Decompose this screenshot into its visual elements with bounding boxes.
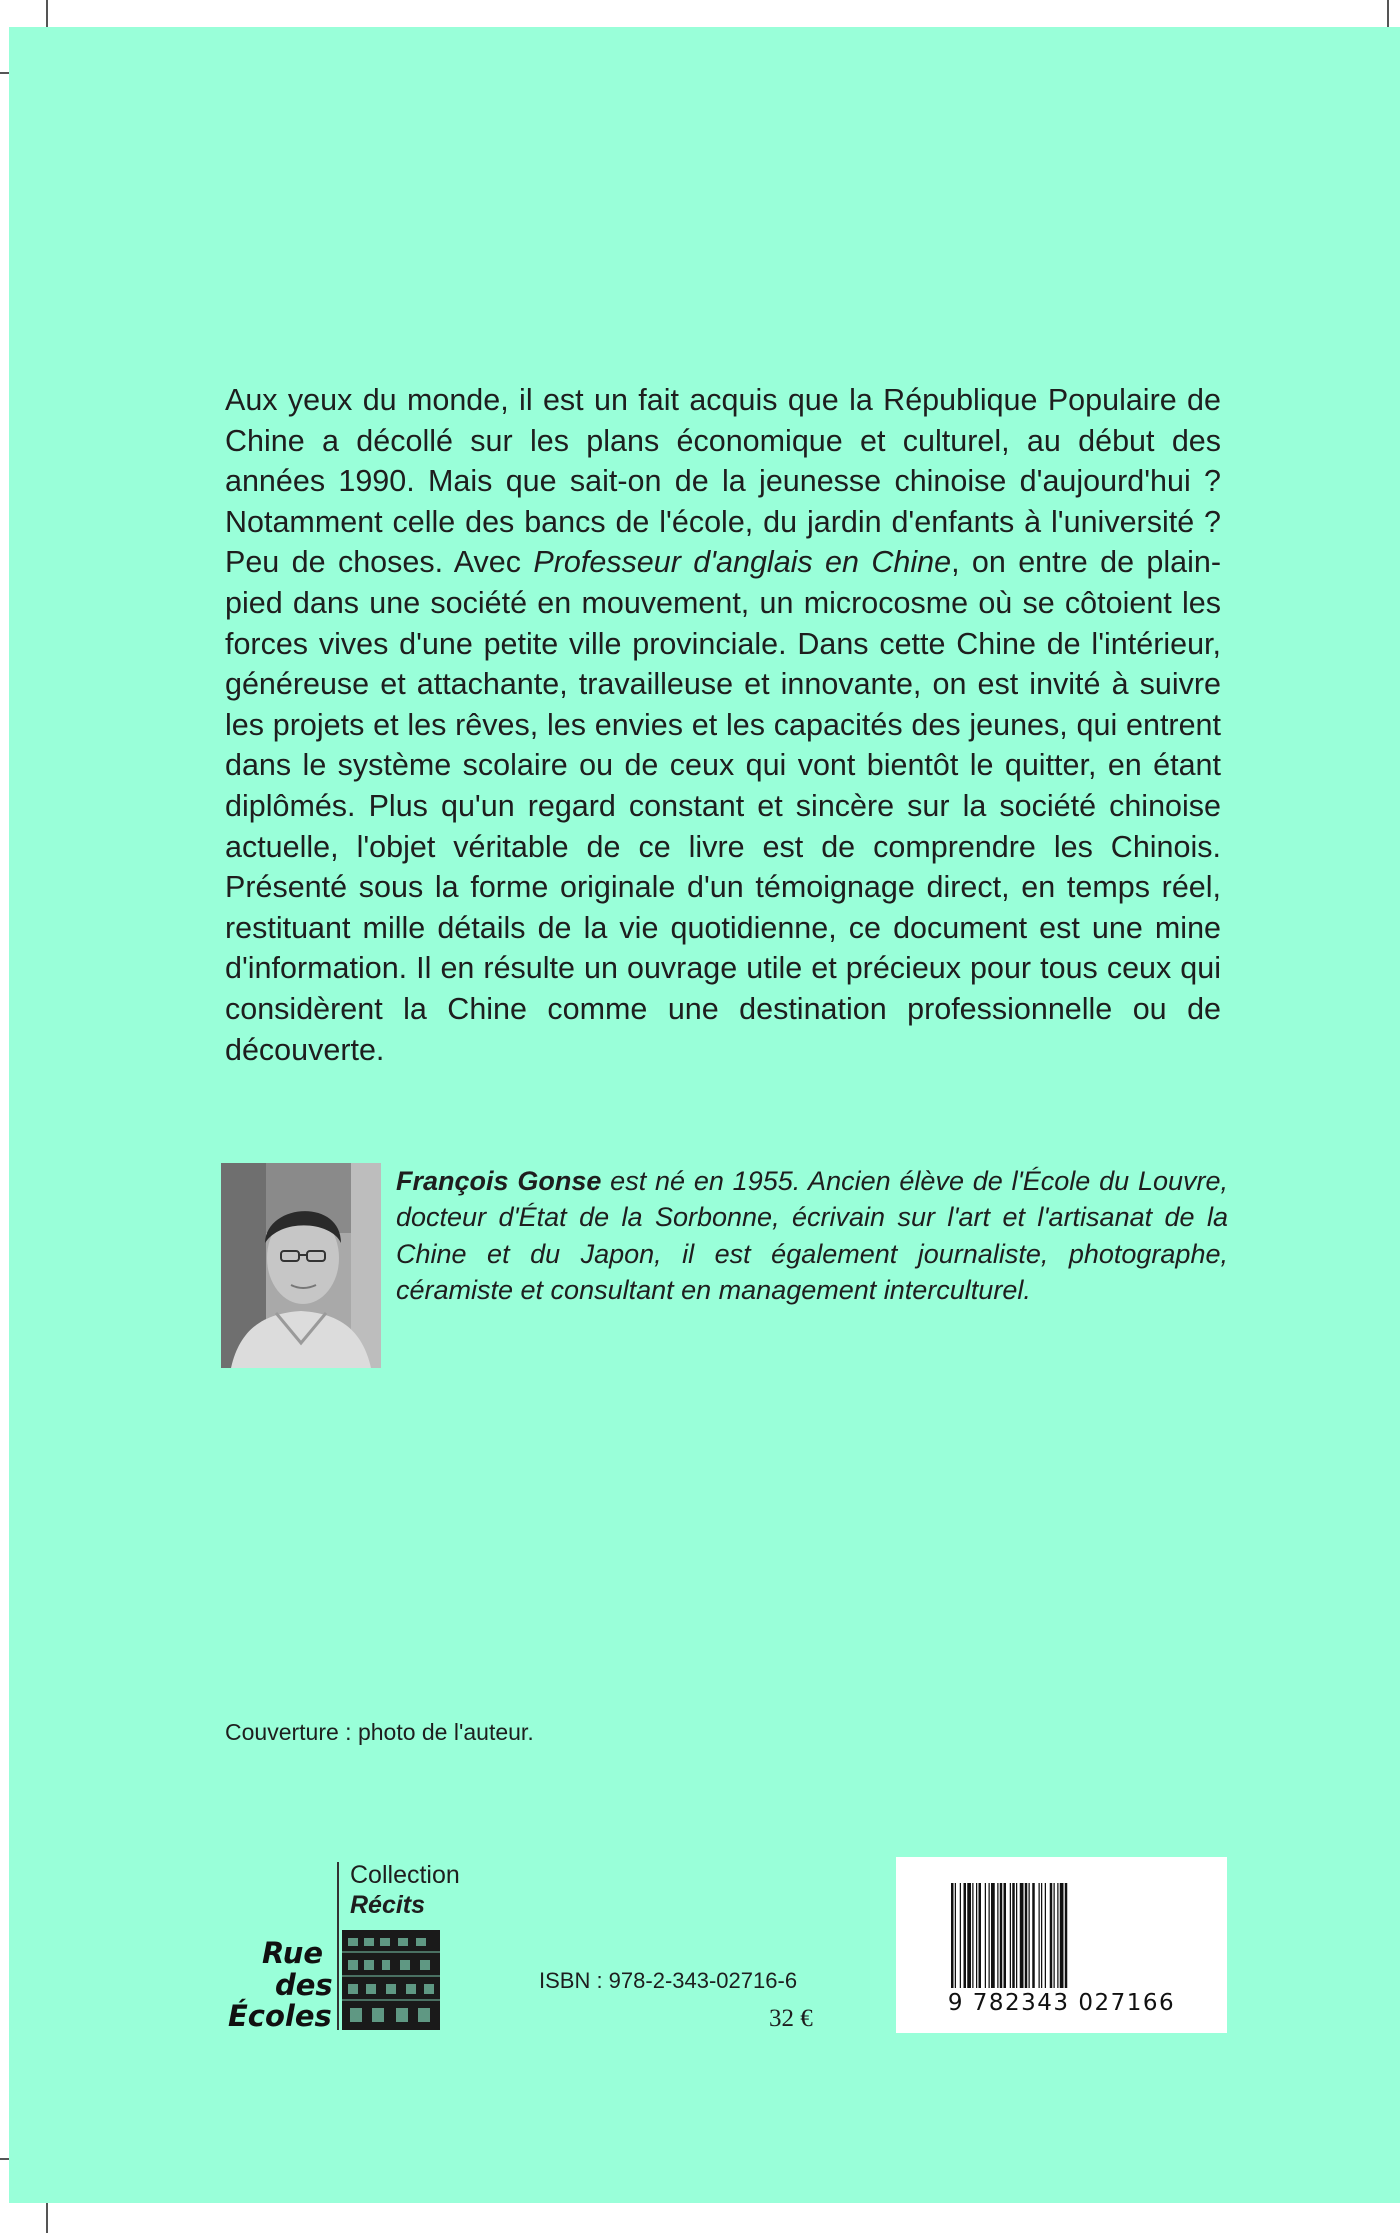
- barcode-bar: [951, 1883, 954, 1988]
- collection-label: Collection: [350, 1861, 460, 1889]
- barcode-bar: [967, 1883, 971, 1988]
- barcode-bar: [1025, 1883, 1028, 1988]
- barcode-bar: [979, 1883, 982, 1988]
- barcode-bar: [1020, 1883, 1024, 1988]
- cover-credit: Couverture : photo de l'auteur.: [225, 1719, 534, 1745]
- barcode-bar: [1041, 1883, 1042, 1988]
- barcode-bar: [1032, 1883, 1035, 1988]
- barcode-bar: [1054, 1883, 1055, 1988]
- author-bio-text: est né en 1955. Ancien élève de l'École du Louvre, docteur d'État de la Sorbonne, écrivain sur l'art et l'artisanat de la Chine et du Japon, il est également journaliste, photographe, céramiste et consultant en management interculturel.: [396, 1166, 1229, 1306]
- barcode-bar: [991, 1883, 995, 1988]
- barcode-bar: [1057, 1883, 1058, 1988]
- barcode-bar: [1045, 1883, 1046, 1988]
- blurb-text-1: Aux yeux du monde, il est un fait acquis que la République Populaire de Chine a décollé sur les plans économique et culturel, au début des années 1990. Mais que sait-on de la jeunesse chinoise d'aujourd'hui ? Notamment celle des bancs de l'école, du jardin d'enfants à l'université ? Peu de choses. Avec: [225, 383, 1221, 580]
- barcode-bar: [1050, 1883, 1053, 1988]
- barcode-bar: [985, 1883, 986, 1988]
- book-blurb: [225, 380, 1221, 1070]
- publisher-building-image: [342, 1930, 440, 2030]
- isbn: ISBN : 978-2-343-02716-6: [539, 1968, 798, 1993]
- blurb-text-2: , on entre de plain-pied dans une société en mouvement, un microcosme où se côtoient les forces vives d'une petite ville provinciale. Dans cette Chine de l'intérieur, généreuse et attachante, travailleuse et innovante, on est invité à suivre les projets et les rêves, les envies et les capacités des jeunes, qui entrent dans le système scolaire ou de ceux qui vont bientôt le quitter, en étant diplômés. Plus qu'un regard constant et sincère sur la société chinoise actuelle, l'objet véritable de ce livre est de comprendre les Chinois. Présenté sous la forme originale d'un témoignage direct, en temps réel, restituant mille détails de la vie quotidienne, ce document est une mine d'information. Il en résulte un ouvrage utile et précieux pour tous ceux qui considèrent la Chine comme une destination professionnelle ou de découverte.: [225, 545, 1222, 1067]
- logo-word-des: des: [275, 1968, 333, 2002]
- barcode-bar: [1004, 1883, 1007, 1988]
- book-title: Professeur d'anglais en Chine: [533, 545, 952, 580]
- author-portrait-image: [221, 1163, 381, 1368]
- barcode-bar: [1039, 1883, 1040, 1988]
- barcode-bar: [964, 1883, 967, 1988]
- barcode-bar: [989, 1883, 990, 1988]
- barcode-bar: [972, 1883, 973, 1988]
- barcode-bar: [1000, 1883, 1003, 1988]
- crop-mark: [1387, 0, 1389, 30]
- barcode-bar: [976, 1883, 977, 1988]
- barcode-bar: [955, 1883, 956, 1988]
- collection-divider: [337, 1862, 339, 2030]
- price: 32 €: [769, 2005, 813, 2032]
- logo-word-ecoles: Écoles: [228, 1999, 332, 2033]
- barcode-bar: [1010, 1883, 1011, 1988]
- barcode-bar: [1016, 1883, 1017, 1988]
- collection-name: Récits: [350, 1891, 426, 1919]
- author-photo: [221, 1163, 381, 1368]
- barcode-number: 9 782343 027166: [947, 1990, 1176, 2016]
- author-name: François Gonse: [396, 1166, 602, 1196]
- barcode-bar: [1029, 1883, 1030, 1988]
- barcode-bar: [997, 1883, 998, 1988]
- author-bio: [396, 1163, 1228, 1309]
- barcode-bar: [1060, 1883, 1064, 1988]
- barcode-bar: [1012, 1883, 1015, 1988]
- barcode-panel: [896, 1857, 1227, 2033]
- barcode-bar: [1065, 1883, 1068, 1988]
- barcode-bar: [960, 1883, 961, 1988]
- barcode-image: [951, 1883, 1171, 1988]
- logo-word-rue: Rue: [262, 1936, 324, 1970]
